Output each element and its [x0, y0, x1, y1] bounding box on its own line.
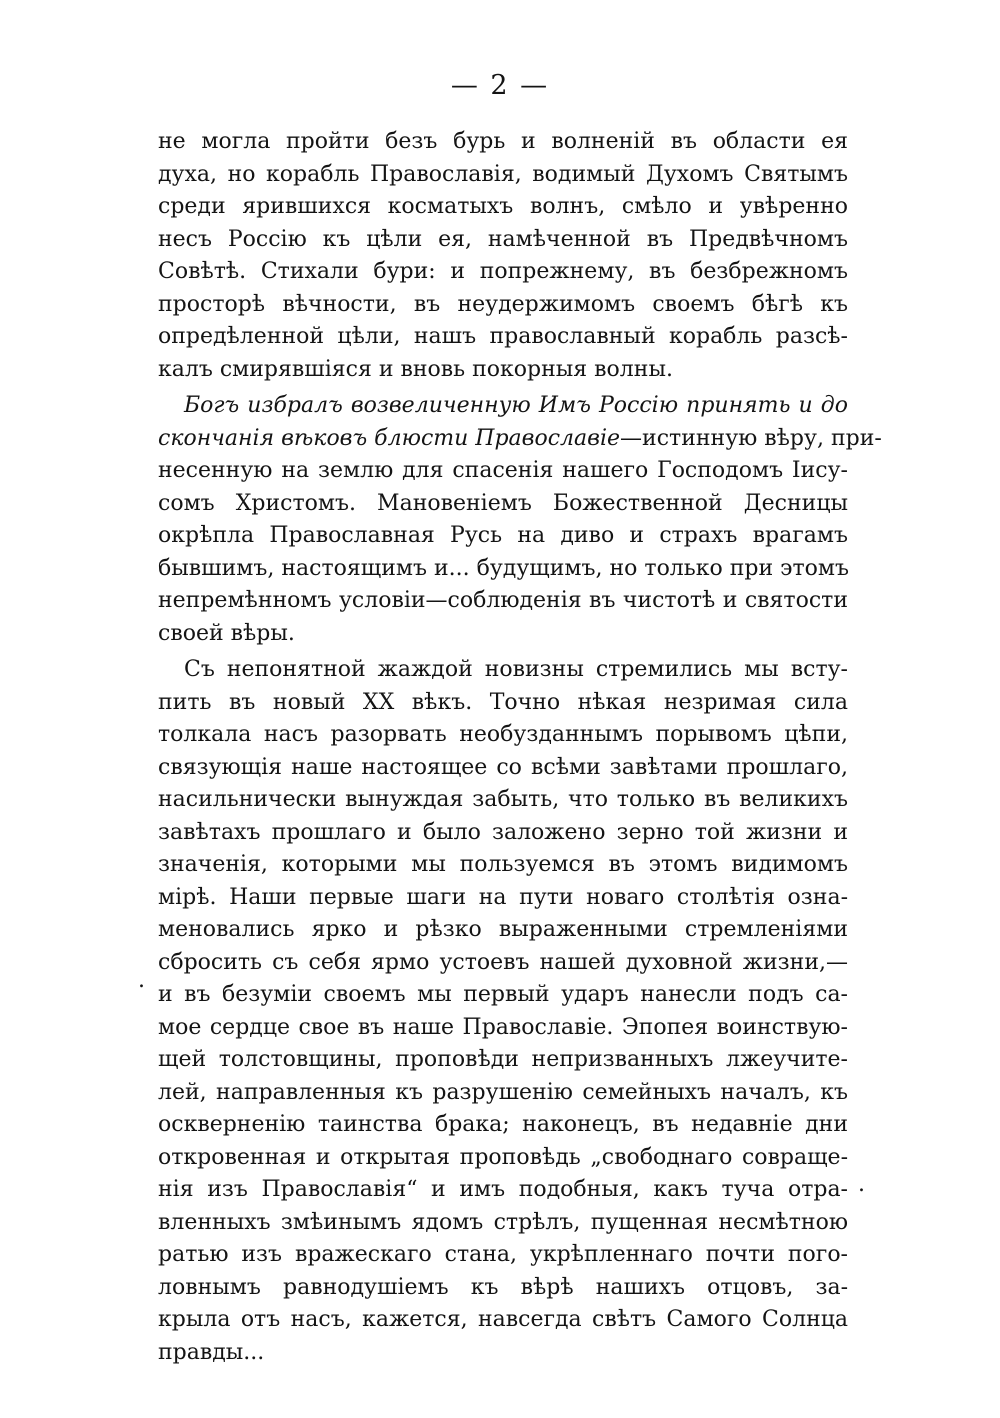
text-line: ловнымъ равнодушіемъ къ вѣрѣ нашихъ отцовъ, за- [158, 1274, 848, 1300]
paragraph-3 [158, 654, 848, 1369]
text-line: сбросить съ себя ярмо устоевъ нашей духовной жизни,— [158, 949, 848, 975]
text-line: бывшимъ, настоящимъ и... будущимъ, но только при этомъ [158, 555, 850, 581]
text-line: насильнически вынуждая забыть, что только въ великихъ [158, 787, 848, 812]
text-line: не могла пройти безъ бурь и волненій въ области ея [158, 129, 848, 154]
paragraph-2 [158, 390, 882, 650]
text-line: непремѣнномъ условіи—соблюденія въ чистотѣ и святости [158, 588, 848, 613]
paragraph-1 [158, 126, 848, 386]
text-line: несенную на землю для спасенія нашего Господомъ Іису- [158, 458, 848, 483]
text-line [158, 423, 882, 456]
text-line: мое сердце свое въ наше Православіе. Эпопея воинствую- [158, 1014, 848, 1040]
page-number: — 2 — [450, 70, 550, 101]
text-line: завѣтахъ прошлаго и было заложено зерно той жизни и [158, 819, 848, 845]
text-line: опредѣленной цѣли, нашъ православный корабль разсѣ- [158, 324, 848, 349]
text-line: несъ Россію къ цѣли ея, намѣченной въ Предвѣчномъ [158, 226, 848, 252]
text-line: щей толстовщины, проповѣди непризванныхъ лжеучите- [158, 1047, 848, 1072]
text-line: мірѣ. Наши первые шаги на пути новаго столѣтія озна- [158, 884, 848, 910]
text-line: правды... [158, 1339, 265, 1365]
text-line: Съ непонятной жаждой новизны стремились мы всту- [184, 657, 848, 682]
text-line: значенія, которыми мы пользуемся въ этомъ видимомъ [158, 852, 848, 877]
text-line: своей вѣры. [158, 620, 295, 646]
text-line: оскверненію таинства брака; наконецъ, въ недавніе дни [158, 1112, 848, 1137]
text-line: пить въ новый XX вѣкъ. Точно нѣкая незримая сила [158, 689, 848, 715]
text-line: Совѣтѣ. Стихали бури: и попрежнему, въ безбрежномъ [158, 259, 848, 284]
text-line: сомъ Христомъ. Мановеніемъ Божественной Десницы [158, 490, 848, 516]
text-line: меновались ярко и рѣзко выраженными стремленіями [158, 917, 848, 942]
text-line: окрѣпла Православная Русь на диво и страхъ врагамъ [158, 523, 848, 548]
text-line: калъ смирявшіяся и вновь покорныя волны. [158, 356, 673, 382]
stray-mark: . [138, 968, 145, 993]
text-line: просторѣ вѣчности, въ неудержимомъ своемъ бѣгѣ къ [158, 291, 848, 317]
italic-lead-line: скончанія вѣковъ блюсти Православіе [158, 425, 621, 451]
text-line: связующія наше настоящее со всѣми завѣтами прошлаго, [158, 754, 848, 780]
text-line: лей, направленныя къ разрушенію семейныхъ началъ, къ [158, 1079, 848, 1105]
text-line: крыла отъ насъ, кажется, навсегда свѣтъ Самого Солнца [158, 1307, 848, 1332]
text-line: среди ярившихся косматыхъ волнъ, смѣло и увѣренно [158, 194, 848, 219]
text-line: толкала насъ разорвать необузданнымъ порывомъ цѣпи, [158, 722, 848, 747]
text-line: духа, но корабль Православія, водимый Духомъ Святымъ [158, 161, 848, 187]
text-line: ратью изъ вражескаго стана, укрѣпленнаго почти пого- [158, 1242, 848, 1267]
text-line: откровенная и открытая проповѣдь „свободнаго совраще- [158, 1144, 848, 1170]
text-line: нія изъ Православія“ и имъ подобныя, какъ туча отра- [158, 1177, 848, 1202]
stray-mark: . [858, 1172, 865, 1197]
text-line-rest: —истинную вѣру, при- [620, 425, 882, 451]
body-text [158, 126, 882, 1369]
text-line: вленныхъ змѣинымъ ядомъ стрѣлъ, пущенная несмѣтною [158, 1209, 848, 1235]
italic-lead-line: Богъ избралъ возвеличенную Имъ Россію принять и до [184, 393, 848, 418]
text-line: и въ безуміи своемъ мы первый ударъ нанесли подъ са- [158, 982, 848, 1007]
